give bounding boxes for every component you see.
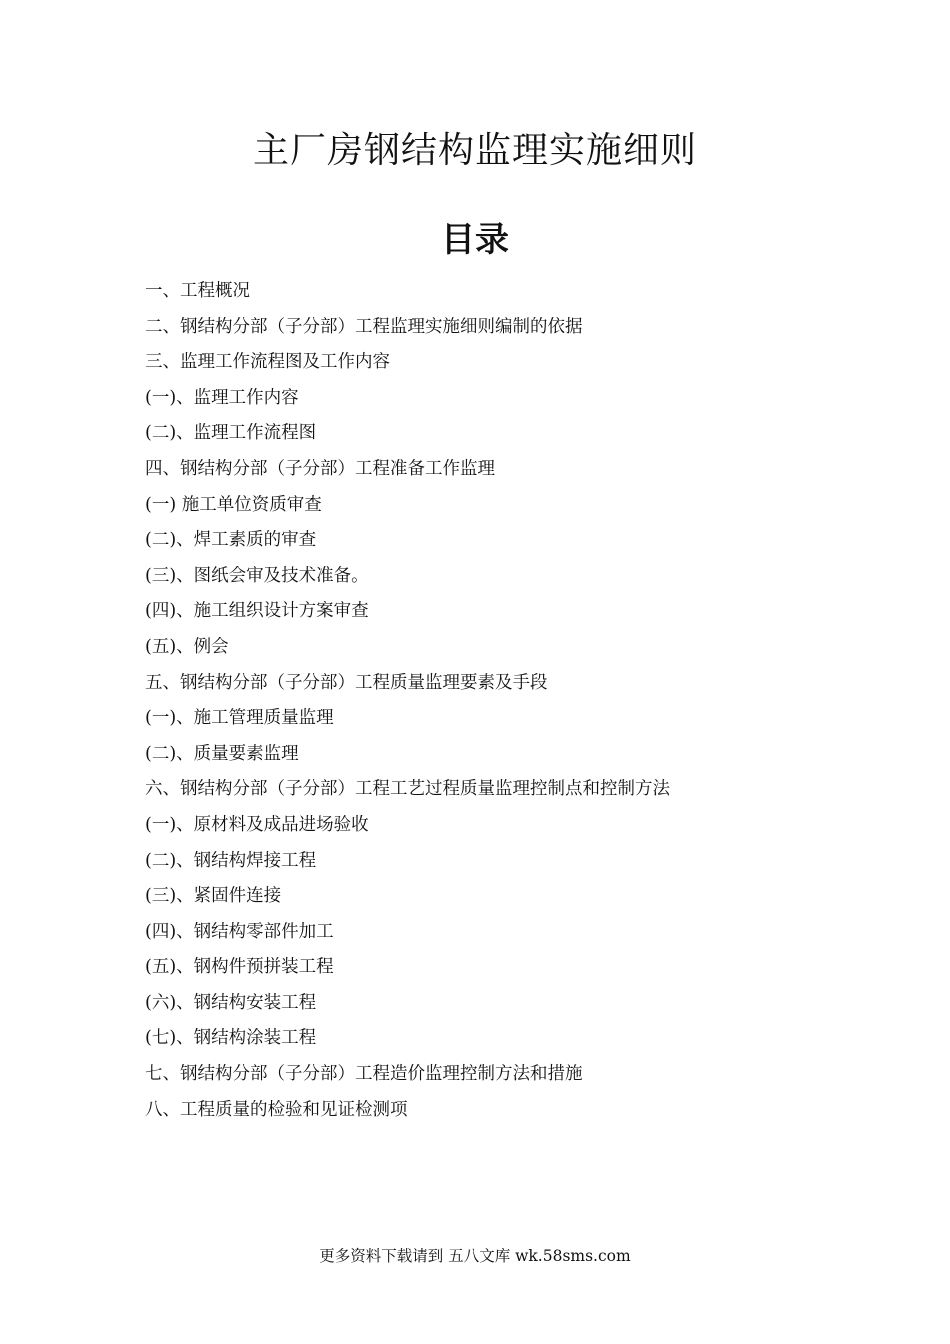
toc-item: (三)、图纸会审及技术准备。 [145, 565, 369, 586]
toc-item: (七)、钢结构涂装工程 [145, 1028, 317, 1049]
toc-item: (二)、质量要素监理 [145, 743, 299, 764]
toc-item: (二)、监理工作流程图 [145, 423, 317, 444]
table-of-contents [145, 276, 865, 1130]
toc-item: 二、钢结构分部（子分部）工程监理实施细则编制的依据 [145, 316, 583, 337]
footer-download-note: 更多资料下载请到 五八文库 wk.58sms.com [319, 1247, 631, 1265]
toc-item: (一) 施工单位资质审查 [145, 494, 322, 515]
toc-item: (五)、钢构件预拼装工程 [145, 957, 334, 978]
toc-item: 八、工程质量的检验和见证检测项 [145, 1099, 408, 1120]
toc-item: (二)、钢结构焊接工程 [145, 850, 317, 871]
toc-item: (四)、施工组织设计方案审查 [145, 601, 369, 622]
document-title: 主厂房钢结构监理实施细则 [252, 130, 697, 171]
toc-item: (四)、钢结构零部件加工 [145, 921, 334, 942]
toc-item: 七、钢结构分部（子分部）工程造价监理控制方法和措施 [145, 1064, 583, 1085]
toc-item: (一)、施工管理质量监理 [145, 708, 334, 729]
toc-item: 三、监理工作流程图及工作内容 [145, 352, 390, 373]
toc-item: (五)、例会 [145, 636, 229, 657]
toc-item: 六、钢结构分部（子分部）工程工艺过程质量监理控制点和控制方法 [145, 779, 670, 800]
toc-item: 一、工程概况 [145, 281, 250, 301]
toc-item: (一)、原材料及成品进场验收 [145, 814, 369, 835]
toc-item: (一)、监理工作内容 [145, 387, 299, 408]
toc-item: (二)、焊工素质的审查 [145, 530, 317, 551]
toc-item: 四、钢结构分部（子分部）工程准备工作监理 [145, 458, 495, 479]
toc-item: (三)、紧固件连接 [145, 886, 282, 907]
toc-item: 五、钢结构分部（子分部）工程质量监理要素及手段 [145, 672, 548, 693]
toc-item: (六)、钢结构安装工程 [145, 992, 317, 1013]
toc-heading: 目录 [441, 220, 509, 260]
